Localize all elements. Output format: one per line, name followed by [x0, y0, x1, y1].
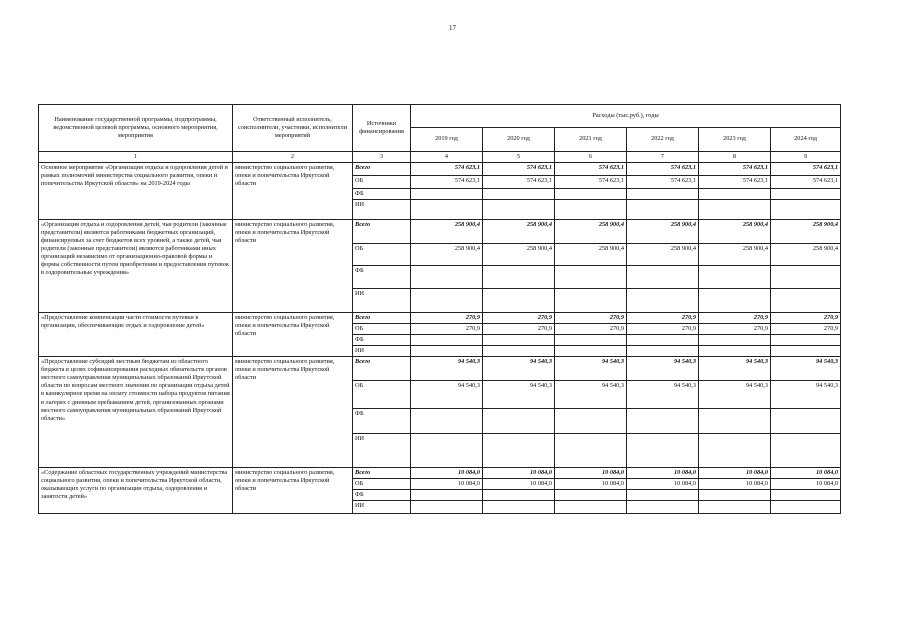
table-row [39, 357, 841, 381]
expense-value-cell: 10 084,0 [483, 479, 555, 490]
program-name-cell: Основное мероприятие «Организация отдыха и оздоровления детей в рамках полномочий министерства социального развития, опеки и попечительства Иркутской области» на 2019-2024 годы [39, 163, 233, 220]
expense-value-cell: 10 084,0 [627, 468, 699, 479]
expense-value-cell: 270,9 [411, 313, 483, 324]
expense-value-cell [699, 289, 771, 313]
funding-source-cell: ИИ [353, 200, 411, 220]
funding-source-cell: ОБ [353, 381, 411, 409]
expense-value-cell [411, 266, 483, 289]
column-index: 1 [39, 152, 233, 163]
expense-value-cell: 94 540,3 [627, 381, 699, 409]
expense-value-cell [483, 490, 555, 501]
expense-value-cell: 258 900,4 [771, 244, 841, 266]
expense-value-cell: 258 900,4 [483, 244, 555, 266]
expense-value-cell [771, 434, 841, 468]
expense-value-cell [699, 189, 771, 200]
funding-source-cell: ОБ [353, 324, 411, 335]
expense-value-cell: 270,9 [555, 324, 627, 335]
responsible-cell: министерство социального развития, опеки и попечительства Иркутской области [233, 313, 353, 357]
expense-value-cell: 258 900,4 [411, 244, 483, 266]
expense-value-cell: 574 623,1 [771, 163, 841, 176]
expense-value-cell [555, 289, 627, 313]
header-year: 2022 год [627, 128, 699, 152]
expense-value-cell [699, 434, 771, 468]
expense-value-cell [627, 335, 699, 346]
expense-value-cell: 270,9 [771, 324, 841, 335]
expense-value-cell: 258 900,4 [555, 244, 627, 266]
expense-value-cell: 10 084,0 [555, 479, 627, 490]
funding-source-cell: Всего [353, 357, 411, 381]
program-name-cell: «Предоставление субсидий местным бюджетам из областного бюджета в целях софинансирования расходных обязательств органов местного самоуправления муниципальных образований Иркутской области по вопросам местного значения по организации отдыха детей в каникулярное время на оплату стоимости набора продуктов питания в лагерях с дневным пребыванием детей, организованных органами местного самоуправления муниципальных образований Иркутской области» [39, 357, 233, 468]
column-index: 7 [627, 152, 699, 163]
expense-value-cell [555, 409, 627, 434]
funding-source-cell: Всего [353, 468, 411, 479]
expense-value-cell [555, 501, 627, 514]
expense-value-cell [483, 346, 555, 357]
expense-value-cell [699, 490, 771, 501]
expense-value-cell: 94 540,3 [411, 357, 483, 381]
expense-value-cell [699, 200, 771, 220]
expense-value-cell: 10 084,0 [411, 468, 483, 479]
expense-value-cell: 94 540,3 [483, 357, 555, 381]
expense-value-cell: 10 084,0 [771, 479, 841, 490]
responsible-cell: министерство социального развития, опеки и попечительства Иркутской области [233, 468, 353, 514]
expense-value-cell: 94 540,3 [555, 381, 627, 409]
column-index: 2 [233, 152, 353, 163]
table-row [39, 163, 841, 176]
expense-value-cell [483, 335, 555, 346]
expense-value-cell [411, 335, 483, 346]
expense-value-cell: 270,9 [771, 313, 841, 324]
header-year: 2021 год [555, 128, 627, 152]
expense-value-cell [771, 289, 841, 313]
expense-value-cell: 258 900,4 [555, 220, 627, 244]
expense-value-cell [771, 490, 841, 501]
expense-value-cell [555, 490, 627, 501]
expense-value-cell [555, 335, 627, 346]
expense-value-cell: 10 084,0 [627, 479, 699, 490]
expense-value-cell [555, 346, 627, 357]
expense-value-cell: 574 623,1 [483, 163, 555, 176]
expense-value-cell [627, 501, 699, 514]
expense-value-cell: 574 623,1 [627, 176, 699, 189]
expense-value-cell: 258 900,4 [699, 220, 771, 244]
table-row [39, 468, 841, 479]
responsible-cell: министерство социального развития, опеки и попечительства Иркутской области [233, 163, 353, 220]
column-index: 9 [771, 152, 841, 163]
expense-value-cell [699, 409, 771, 434]
expense-value-cell [411, 409, 483, 434]
expense-value-cell: 10 084,0 [411, 479, 483, 490]
column-index: 5 [483, 152, 555, 163]
expense-value-cell [627, 346, 699, 357]
expense-value-cell: 94 540,3 [771, 381, 841, 409]
expense-value-cell: 258 900,4 [699, 244, 771, 266]
program-name-cell: «Содержание областных государственных учреждений министерства социального развития, опеки и попечительства Иркутской области, оказывающих услуги по организации отдыха, оздоровления и занятости детей» [39, 468, 233, 514]
header-year: 2020 год [483, 128, 555, 152]
table-row [39, 313, 841, 324]
expense-value-cell [771, 409, 841, 434]
table-row [39, 220, 841, 244]
header-year: 2024 год [771, 128, 841, 152]
expense-value-cell [483, 409, 555, 434]
funding-source-cell: ОБ [353, 479, 411, 490]
funding-source-cell: ИИ [353, 289, 411, 313]
funding-source-cell: ОБ [353, 176, 411, 189]
expense-value-cell: 10 084,0 [699, 479, 771, 490]
expense-value-cell: 574 623,1 [627, 163, 699, 176]
expense-value-cell [483, 434, 555, 468]
funding-source-cell: Всего [353, 163, 411, 176]
expense-value-cell: 270,9 [627, 324, 699, 335]
expense-value-cell: 94 540,3 [771, 357, 841, 381]
expense-value-cell: 574 623,1 [699, 163, 771, 176]
header-responsible: Ответственный исполнитель, соисполнители, участники, исполнители мероприятий [233, 105, 353, 152]
header-program-name: Наименование государственной программы, подпрограммы, ведомственной целевой программы, основного мероприятия, мероприятия [39, 105, 233, 152]
expense-value-cell: 94 540,3 [699, 381, 771, 409]
expense-value-cell: 270,9 [627, 313, 699, 324]
expense-value-cell: 10 084,0 [483, 468, 555, 479]
expense-value-cell [771, 189, 841, 200]
expense-value-cell: 10 084,0 [771, 468, 841, 479]
expense-value-cell: 574 623,1 [555, 163, 627, 176]
expense-value-cell [627, 200, 699, 220]
expense-value-cell: 94 540,3 [483, 381, 555, 409]
expense-value-cell [411, 189, 483, 200]
expense-value-cell: 258 900,4 [483, 220, 555, 244]
expense-value-cell [771, 501, 841, 514]
expense-value-cell: 270,9 [699, 313, 771, 324]
expense-value-cell [555, 189, 627, 200]
expense-value-cell [411, 501, 483, 514]
funding-source-cell: ФБ [353, 335, 411, 346]
expense-value-cell: 258 900,4 [771, 220, 841, 244]
expense-value-cell: 258 900,4 [627, 220, 699, 244]
funding-source-cell: ФБ [353, 490, 411, 501]
expense-value-cell: 10 084,0 [555, 468, 627, 479]
expense-value-cell: 270,9 [483, 324, 555, 335]
column-index: 8 [699, 152, 771, 163]
expense-value-cell: 574 623,1 [411, 163, 483, 176]
header-year: 2023 год [699, 128, 771, 152]
expense-value-cell [771, 266, 841, 289]
expense-value-cell [411, 200, 483, 220]
funding-source-cell: ФБ [353, 189, 411, 200]
expense-value-cell [699, 266, 771, 289]
expense-value-cell [627, 289, 699, 313]
table-body [39, 163, 841, 514]
expense-value-cell [627, 434, 699, 468]
funding-source-cell: ФБ [353, 266, 411, 289]
expense-value-cell: 94 540,3 [699, 357, 771, 381]
expense-value-cell [627, 266, 699, 289]
expense-value-cell [411, 490, 483, 501]
expense-value-cell: 574 623,1 [771, 176, 841, 189]
funding-source-cell: Всего [353, 220, 411, 244]
expense-value-cell [555, 434, 627, 468]
expense-value-cell [771, 200, 841, 220]
program-name-cell: «Предоставление компенсации части стоимости путевки в организации, обеспечивающие отдых и оздоровление детей» [39, 313, 233, 357]
expense-value-cell [483, 266, 555, 289]
expense-value-cell [771, 346, 841, 357]
expense-value-cell: 270,9 [411, 324, 483, 335]
expense-value-cell: 10 084,0 [699, 468, 771, 479]
funding-source-cell: ИИ [353, 434, 411, 468]
expense-value-cell [771, 335, 841, 346]
expense-value-cell: 574 623,1 [699, 176, 771, 189]
responsible-cell: министерство социального развития, опеки и попечительства Иркутской области [233, 220, 353, 313]
expense-value-cell: 574 623,1 [411, 176, 483, 189]
expense-value-cell [411, 434, 483, 468]
header-row [39, 105, 841, 128]
budget-table [38, 104, 841, 514]
expense-value-cell: 94 540,3 [555, 357, 627, 381]
expense-value-cell: 258 900,4 [411, 220, 483, 244]
expense-value-cell: 574 623,1 [555, 176, 627, 189]
funding-source-cell: Всего [353, 313, 411, 324]
expense-value-cell [483, 200, 555, 220]
responsible-cell: министерство социального развития, опеки и попечительства Иркутской области [233, 357, 353, 468]
expense-value-cell: 270,9 [699, 324, 771, 335]
column-index: 4 [411, 152, 483, 163]
expense-value-cell [483, 289, 555, 313]
program-name-cell: «Организация отдыха и оздоровления детей, чьи родители (законные представители) являются работниками бюджетных организаций, финансируемых за счет бюджетов всех уровней, а также детей, чьи родители (законные представители) являются работниками иных организаций независимо от организационно-правовой формы и формы собственности путем приобретения и предоставления путевок в оздоровительные учреждения» [39, 220, 233, 313]
expense-value-cell [411, 289, 483, 313]
expense-value-cell [699, 346, 771, 357]
expense-value-cell: 258 900,4 [627, 244, 699, 266]
header-expenses: Расходы (тыс.руб.), годы [411, 105, 841, 128]
expense-value-cell: 94 540,3 [411, 381, 483, 409]
expense-value-cell: 270,9 [555, 313, 627, 324]
funding-source-cell: ИИ [353, 346, 411, 357]
column-index: 6 [555, 152, 627, 163]
expense-value-cell: 94 540,3 [627, 357, 699, 381]
funding-source-cell: ИИ [353, 501, 411, 514]
column-index-row [39, 152, 841, 163]
header-sources: Источники финансирования [353, 105, 411, 152]
header-year: 2019 год [411, 128, 483, 152]
expense-value-cell: 270,9 [483, 313, 555, 324]
expense-value-cell: 574 623,1 [483, 176, 555, 189]
page-number: 17 [449, 24, 456, 32]
funding-source-cell: ФБ [353, 409, 411, 434]
funding-source-cell: ОБ [353, 244, 411, 266]
expense-value-cell [627, 189, 699, 200]
expense-value-cell [627, 490, 699, 501]
expense-value-cell [483, 501, 555, 514]
expense-value-cell [627, 409, 699, 434]
expense-value-cell [699, 335, 771, 346]
expense-value-cell [483, 189, 555, 200]
expense-value-cell [411, 346, 483, 357]
expense-value-cell [699, 501, 771, 514]
expense-value-cell [555, 266, 627, 289]
column-index: 3 [353, 152, 411, 163]
expense-value-cell [555, 200, 627, 220]
